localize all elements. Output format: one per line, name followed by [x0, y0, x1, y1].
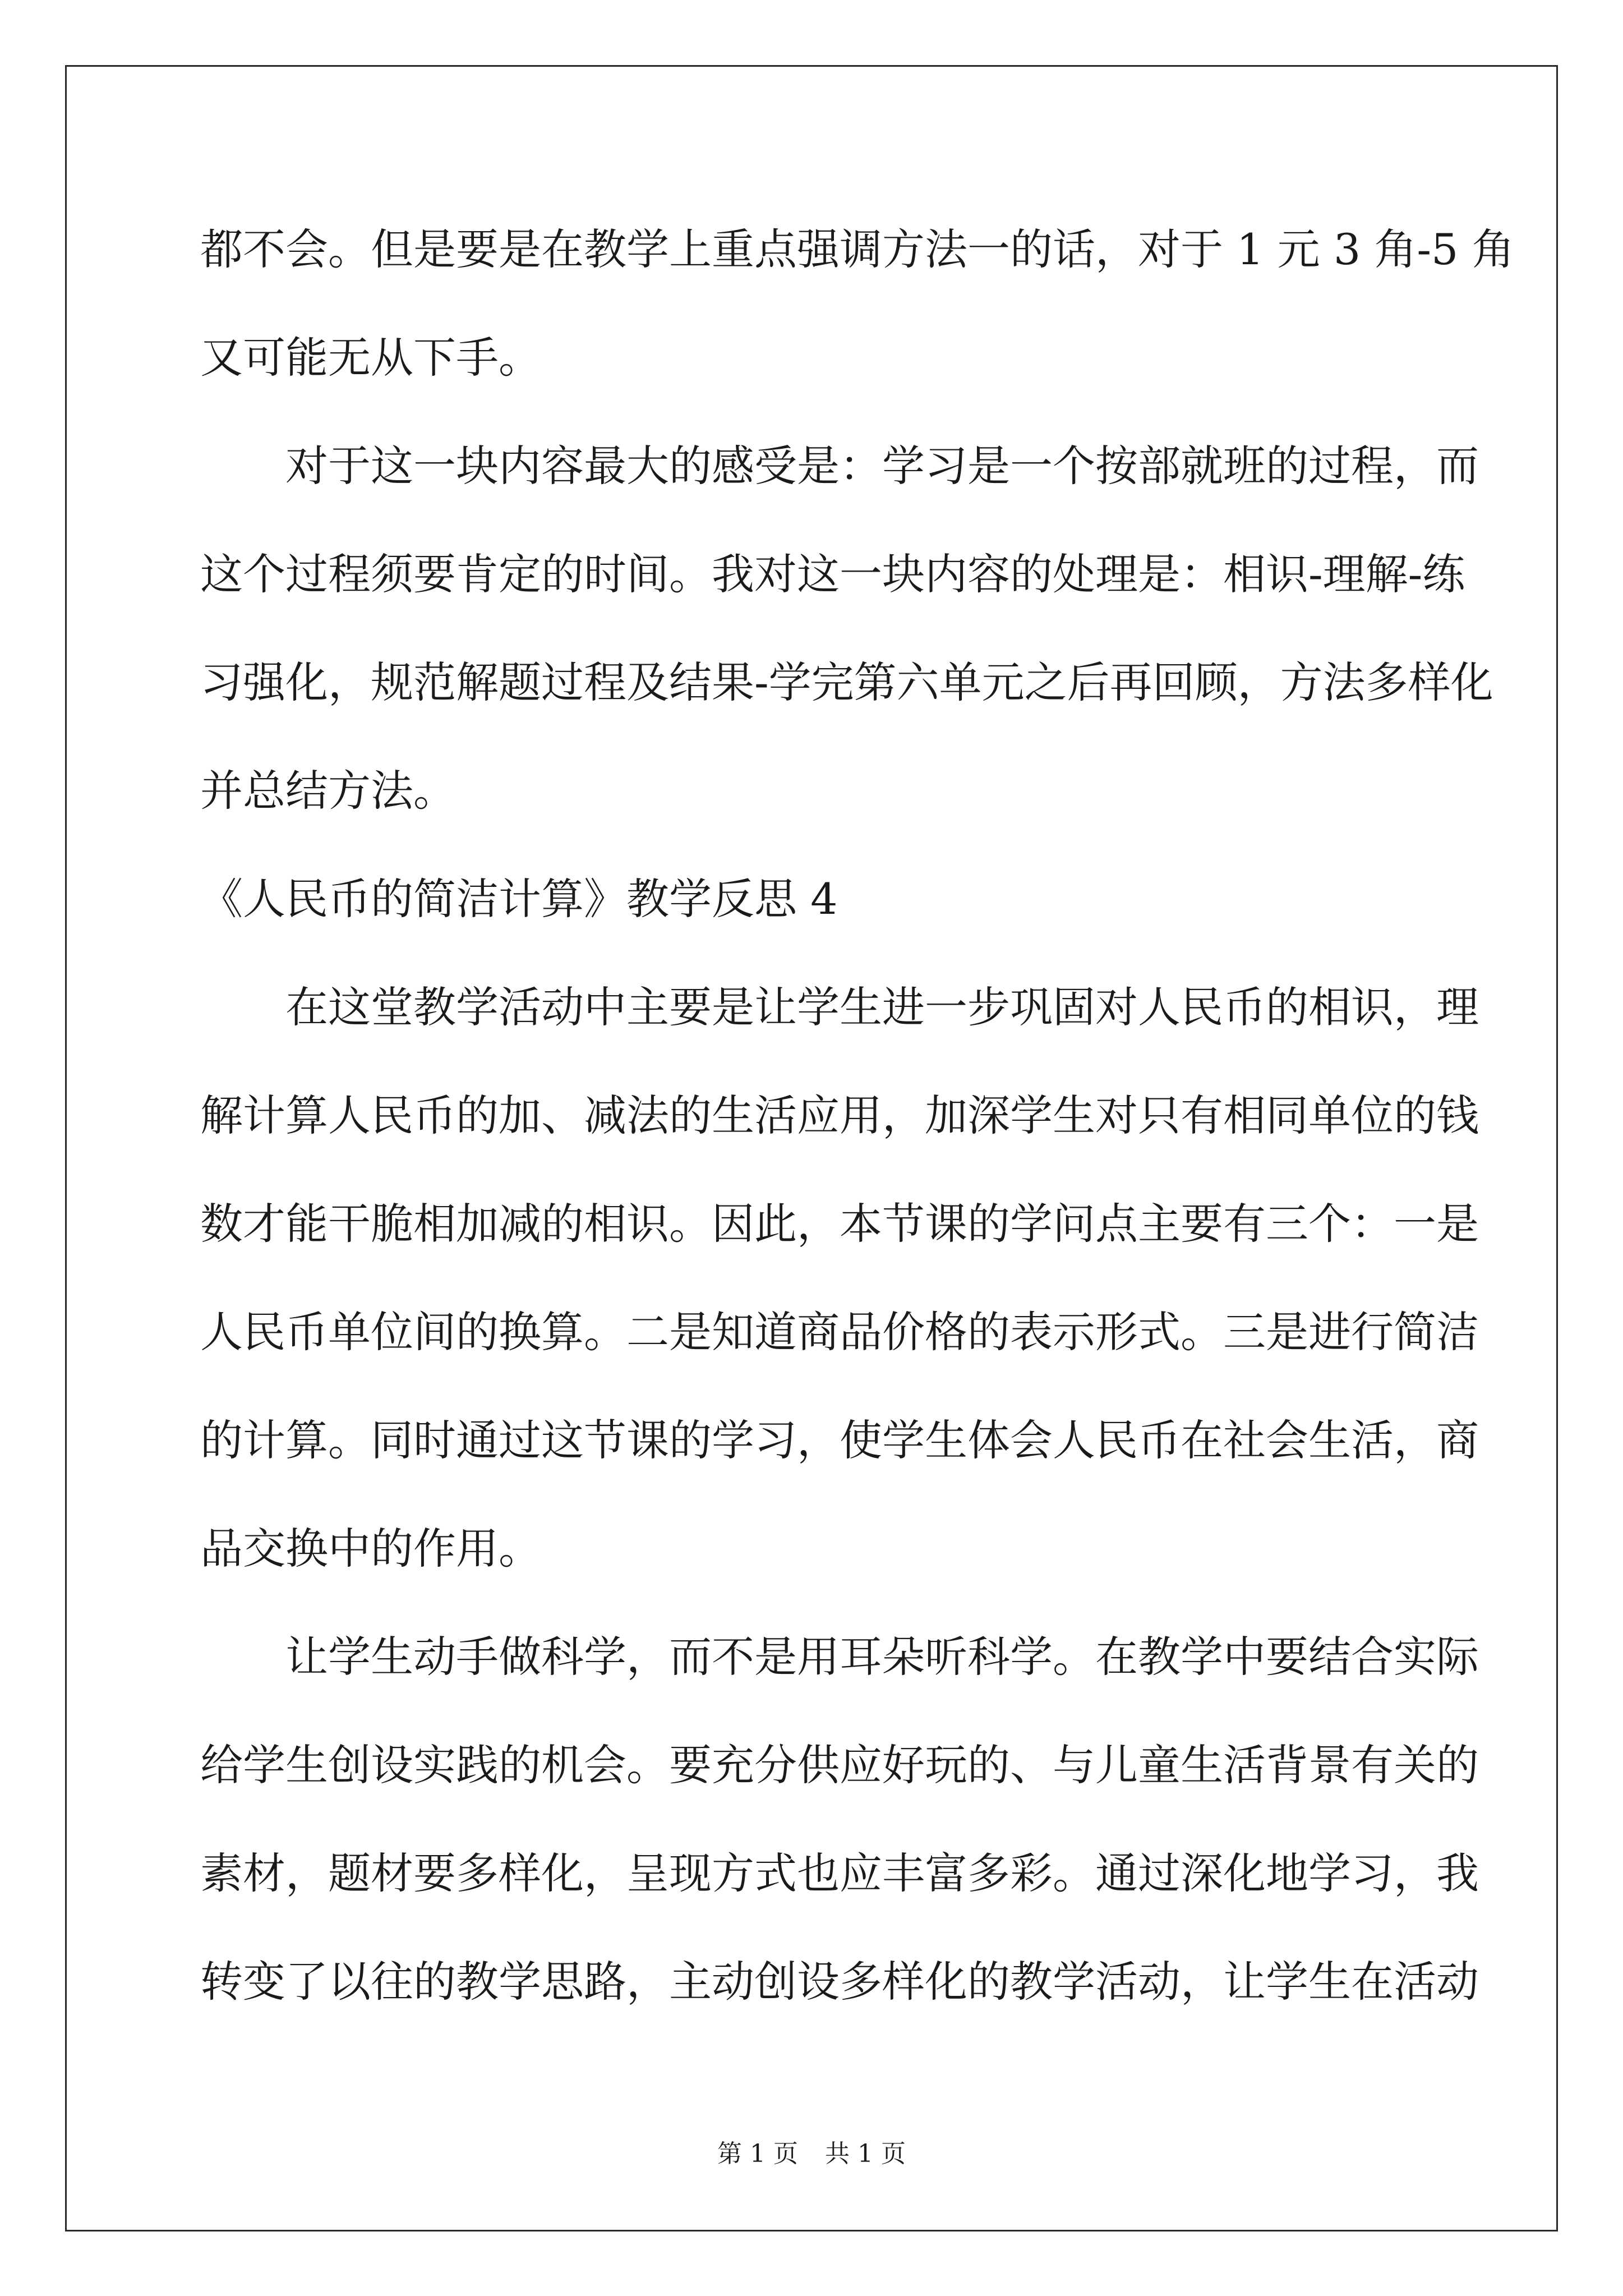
page-number: 第 1 页	[717, 2139, 798, 2168]
paragraph-line: 让学生动手做科学，而不是用耳朵听科学。在教学中要结合实际	[285, 1632, 1479, 1682]
paragraph-line: 素材，题材要多样化，呈现方式也应丰富多彩。通过深化地学习，我	[200, 1848, 1479, 1898]
paragraph-line: 解计算人民币的加、减法的生活应用，加深学生对只有相同单位的钱	[200, 1091, 1479, 1140]
paragraph-line: 又可能无从下手。	[200, 333, 541, 383]
paragraph-line: 人民币单位间的换算。二是知道商品价格的表示形式。三是进行简洁	[200, 1307, 1479, 1357]
paragraph-line: 习强化，规范解题过程及结果-学完第六单元之后再回顾，方法多样化	[200, 657, 1493, 707]
paragraph-line: 对于这一块内容最大的感受是：学习是一个按部就班的过程，而	[285, 441, 1479, 491]
paragraph-line: 都不会。但是要是在教学上重点强调方法一的话，对于 1 元 3 角-5 角	[200, 224, 1515, 274]
paragraph-line: 的计算。同时通过这节课的学习，使学生体会人民币在社会生活，商	[200, 1415, 1479, 1465]
paragraph-line: 给学生创设实践的机会。要充分供应好玩的、与儿童生活背景有关的	[200, 1740, 1479, 1790]
paragraph-line: 数才能干脆相加减的相识。因此，本节课的学问点主要有三个：一是	[200, 1199, 1479, 1249]
paragraph-line: 品交换中的作用。	[200, 1524, 541, 1573]
paragraph-line: 这个过程须要肯定的时间。我对这一块内容的处理是：相识-理解-练	[200, 549, 1465, 599]
section-heading: 《人民币的简洁计算》教学反思 4	[200, 874, 838, 924]
paragraph-line: 转变了以往的教学思路，主动创设多样化的教学活动，让学生在活动	[200, 1957, 1479, 2007]
paragraph-line: 并总结方法。	[200, 766, 456, 816]
paragraph-line: 在这堂教学活动中主要是让学生进一步巩固对人民币的相识，理	[285, 982, 1479, 1032]
page-footer	[0, 2137, 1623, 2171]
page-total: 共 1 页	[825, 2139, 906, 2168]
document-body	[200, 208, 1515, 2048]
